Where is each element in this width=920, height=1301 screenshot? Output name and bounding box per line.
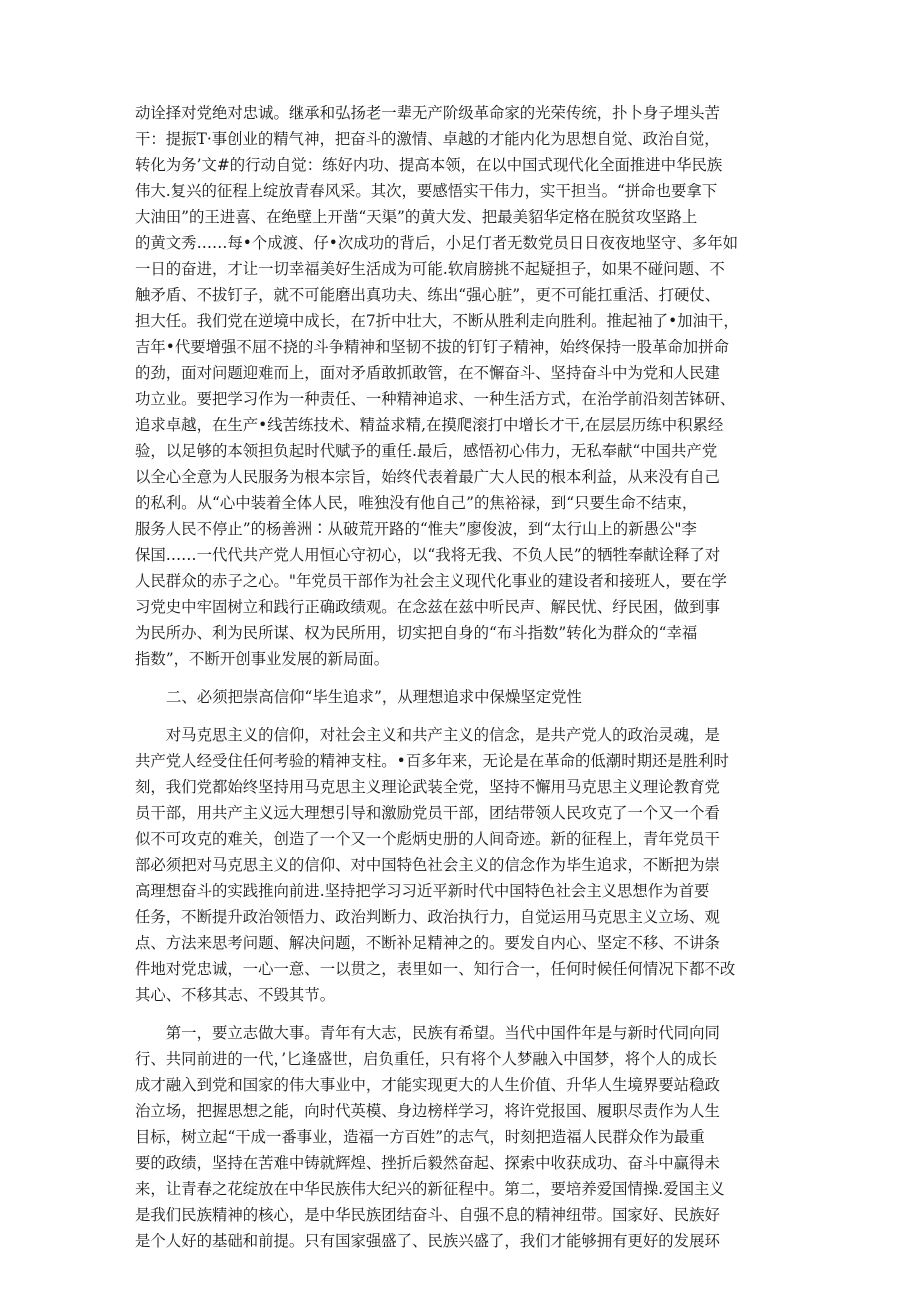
text-line: 追求卓越，在生产•线苦练技术、精益求精,在摸爬滚打中增长才干,在层层历练中积累经 bbox=[135, 416, 724, 434]
text-line: 大油田”的王进喜、在绝壁上开凿“天渠”的黄大发、把最美貂华定格在脱贫攻坚路上 bbox=[135, 208, 698, 226]
text-line: 似不可攻克的难关，创造了一个又一个彪炳史册的人间奇迹。新的征程上，青年党员干 bbox=[135, 830, 720, 848]
text-line: 触矛盾、不拔钉子，就不可能磨出真功夫、练出“强心脏”，更不可能扛重活、打硬仗、 bbox=[135, 286, 721, 304]
text-line: 来，让青春之花绽放在中华民族伟大纪兴的新征程中。第二，要培养爱国情操.爱国主义 bbox=[135, 1180, 725, 1198]
text-line: 干：提振T·事创业的精气神，把奋斗的激情、卓越的才能内化为思想自觉、政治自觉， bbox=[135, 130, 720, 148]
text-line: 的劲，面对问题迎难而上，面对矛盾敢抓敢管，在不懈奋斗、坚持奋斗中为党和人民建 bbox=[135, 364, 720, 382]
paragraph-gap bbox=[135, 1008, 785, 1020]
paragraph-gap bbox=[135, 672, 785, 684]
text-line: 的黄文秀……每•个成渡、仔•次成功的背后，小足仃者无数党员日日夜夜地坚守、多年如 bbox=[135, 234, 739, 252]
text-line: 动诠择对党绝对忠诚。继承和弘扬老一辈无产阶级革命家的光荣传统，扑卜身子埋头苦 bbox=[135, 104, 720, 122]
text-line: 任务，不断提升政治领悟力、政治判断力、政治执行力，自觉运用马克思主义立场、观 bbox=[135, 908, 720, 926]
text-line: 一日的奋进，才让一切幸福美好生活成为可能.软肩膀挑不起疑担子，如果不碰问题、不 bbox=[135, 260, 725, 278]
body-paragraph bbox=[135, 1020, 785, 1254]
text-line: 部必须把对马克思主义的信仰、对中国特色社会主义的信念作为毕生追求，不断把为崇 bbox=[135, 856, 720, 874]
paragraph-gap bbox=[135, 710, 785, 722]
text-line: 功立业。要把学习作为一种责任、一种精神追求、一种生活方式，在治学前沿刻苦钵研、 bbox=[135, 390, 736, 408]
text-line: 要的政绩，坚持在苦难中铸就辉煌、挫折后毅然奋起、探索中收获成功、奋斗中赢得未 bbox=[135, 1154, 720, 1172]
text-line: 吉年•代要增强不屈不挠的斗争精神和坚韧不拔的钉钉子精神，始终保持一股革命加拼命 bbox=[135, 338, 729, 356]
text-line: 点、方法来思考问题、解决问题，不断补足精神之的。要发自内心、坚定不移、不讲条 bbox=[135, 934, 720, 952]
text-line: 对马克思主义的信仰，对社会主义和共产主义的信念，是共产党人的政治灵魂，是 bbox=[135, 726, 720, 744]
text-line: 二、必须把崇高信仰“毕生追求”，从理想追求中保燥坚定党性 bbox=[166, 688, 582, 706]
text-line: 转化为务’文#的行动自觉：练好内功、提高本领，在以中国式现代化全面推进中华民族 bbox=[135, 156, 723, 174]
text-line: 伟大.复兴的征程上绽放青春风采。其次，要感悟实干伟力，实干担当。“拼命也要拿下 bbox=[135, 182, 718, 200]
text-line: 保国……一代代共产党人用恒心守初心，以“我将无我、不负人民”的牺牲奉献诠释了对 bbox=[135, 546, 721, 564]
body-paragraph bbox=[135, 722, 785, 1008]
text-line: 指数”，不断开创事业发展的新局面。 bbox=[135, 650, 390, 668]
text-line: 第一，要立志做大事。青年有大志，民族有希望。当代中国件年是与新时代同向同 bbox=[135, 1024, 720, 1042]
text-line: 件地对党忠诚，一心一意、一以贯之，表里如一、知行合一，任何时候任何情况下都不改 bbox=[135, 960, 736, 978]
section-heading bbox=[135, 684, 785, 710]
text-line: 共产党人经受住任何考验的精神支柱。•百多年来，无论是在革命的低潮时期还是胜利时 bbox=[135, 752, 729, 770]
text-line: 高理想奋斗的实践推向前进.坚持把学习习近平新时代中国特色社会主义思想作为首要 bbox=[135, 882, 710, 900]
text-line: 是个人好的基础和前提。只有国家强盛了、民族兴盛了，我们才能够拥有更好的发展环 bbox=[135, 1232, 720, 1250]
text-line: 的私利。从“心中装着全体人民，唯独没有他自己”的焦裕禄，到“只要生命不结束， bbox=[135, 494, 698, 512]
text-line: 以全心全意为人民服务为根本宗旨，始终代表着最广大人民的根本利益，从来没有自己 bbox=[135, 468, 720, 486]
text-line: 习党史中牢固树立和践行正确政绩观。在念兹在兹中听民声、解民忧、纾民困，做到事 bbox=[135, 598, 720, 616]
text-line: 其心、不移其志、不毁其节。 bbox=[135, 986, 336, 1004]
text-line: 行、共同前进的一代，’匕逢盛世，启负重任，只有将个人梦融入中国梦，将个人的成长 bbox=[135, 1050, 718, 1068]
text-line: 刻，我们党都始终坚持用马克思主义理论武装全党，坚持不懈用马克思主义理论教育党 bbox=[135, 778, 720, 796]
text-line: 员干部，用共产主义远大理想引导和激励党员干部，团结带领人民攻克了一个又一个看 bbox=[135, 804, 720, 822]
document-page bbox=[135, 100, 785, 1254]
text-line: 验，以足够的本领担负起时代赋予的重任.最后，感悟初心伟力，无私奉献“中国共产党 bbox=[135, 442, 718, 460]
text-line: 成才融入到党和国家的伟大事业中，才能实现更大的人生价值、升华人生境界要站稳政 bbox=[135, 1076, 720, 1094]
text-line: 治立场，把握思想之能，向时代英模、身边榜样学习，将许党报国、履职尽责作为人生 bbox=[135, 1102, 720, 1120]
text-line: 目标，树立起“干成一番事业，造福一方百姓”的志气，时刻把造福人民群众作为最重 bbox=[135, 1128, 705, 1146]
text-line: 为民所办、利为民所谋、权为民所用，切实把自身的“布斗指数”转化为群众的“幸福 bbox=[135, 624, 698, 642]
text-line: 是我们民族精神的核心，是中华民族团结奋斗、自强不息的精神纽带。国家好、民族好 bbox=[135, 1206, 720, 1224]
text-line: 服务人民不停止”的杨善洲∶从破荒开路的“惟夫”廖俊波，到“太行山上的新愚公"李 bbox=[135, 520, 697, 538]
body-paragraph bbox=[135, 100, 785, 672]
text-line: 人民群众的赤子之心。"年党员干部作为社会主义现代化事业的建设者和接班人，要在学 bbox=[135, 572, 727, 590]
text-line: 担大任。我们党在逆境中成长，在7折中壮大，不断从胜利走向胜利。推起袖了•加油干， bbox=[135, 312, 739, 330]
